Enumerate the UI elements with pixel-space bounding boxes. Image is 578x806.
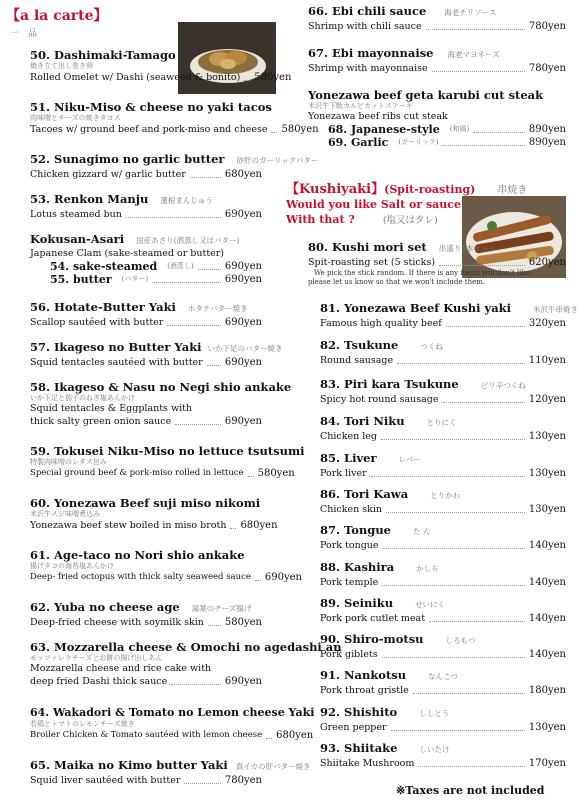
- price: 140yen: [528, 649, 566, 660]
- item-title: 85. Liver: [320, 451, 377, 465]
- price: 780yen: [528, 63, 566, 74]
- a-la-carte-header: 【a la carte】: [6, 8, 108, 24]
- price: 140yen: [528, 540, 566, 551]
- price: 680yen: [276, 730, 314, 741]
- kushiyaki-item-85: [320, 451, 566, 480]
- karubi-option-68: 68. Japanese-style (和風) 890yen: [328, 123, 566, 136]
- kushiyaki-question: Would you like Salt or sauce With that ? (塩又はタレ): [286, 198, 461, 226]
- menu-item-53: 53. Renkon Manju 蓮根まんじゅう Lotus steamed bun 690yen: [30, 192, 262, 220]
- item-description: Pork giblets: [320, 649, 378, 660]
- item-title: 84. Tori Niku: [320, 414, 405, 428]
- kushiyaki-item-88: [320, 560, 566, 589]
- price: 620yen: [528, 257, 566, 268]
- menu-item-50: 50. Dashimaki-Tamago 焼き立て出し巻き卵 Rolled Omelet w/ Dashi (seaweed & bonito) 580yen: [30, 48, 292, 83]
- menu-item-56: 56. Hotate-Butter Yaki ホタテバター焼き Scallop sautéed with butter 690yen: [30, 300, 262, 328]
- item-title: 87. Tongue: [320, 523, 391, 537]
- price: 890yen: [528, 137, 566, 148]
- kushiyaki-item-92: [320, 705, 566, 734]
- item-description: Pork pork cutlet meat: [320, 613, 426, 624]
- price: 580yen: [281, 124, 319, 135]
- price: 140yen: [528, 613, 566, 624]
- a-la-carte-subheader: 一 品: [10, 29, 38, 39]
- price: 690yen: [224, 274, 262, 285]
- menu-item-51: 51. Niku-Miso & cheese no yaki tacos 肉味噌とチーズの焼きタコス Tacoes w/ ground beef and pork-miso and cheese 580yen: [30, 100, 319, 135]
- item-jp-name: つくね: [420, 342, 443, 351]
- menu-item-karubi: Yonezawa beef geta karubi cut steak 米沢牛下駄カルビカットステーキ Yonezawa beef ribs cut steak 68. Japanese-style (和風) 890yen 69. Garlic (ガーリック) 890yen: [308, 88, 566, 149]
- item-title: 89. Seiniku: [320, 596, 394, 610]
- item-description: Pork throat gristle: [320, 685, 409, 696]
- price: 130yen: [528, 468, 566, 479]
- kushiyaki-item-84: [320, 414, 566, 443]
- menu-item-67: 67. Ebi mayonnaise 海老マヨネーズ Shrimp with mayonnaise 780yen: [308, 46, 566, 74]
- item-jp-name: レバー: [398, 455, 421, 464]
- item-description: Pork temple: [320, 577, 379, 588]
- item-title: 82. Tsukune: [320, 338, 399, 352]
- item-description: Shiitake Mushroom: [320, 758, 415, 769]
- item-description: Pork liver: [320, 468, 367, 479]
- asari-option-55: 55. butter (バター) 690yen: [50, 273, 262, 286]
- asari-option-54: 54. sake-steamed (酒蒸し) 690yen: [50, 260, 262, 273]
- price: 690yen: [224, 261, 262, 272]
- kushiyaki-item-90: [320, 632, 566, 661]
- menu-item-63: 63. Mozzarella cheese & Omochi no agedashi an モッツァレラチーズとお餅の揚げ出しあん Mozzarella cheese and rice cake with deep fried Dashi thick sauce 690yen: [30, 640, 342, 687]
- item-jp-name: とりにく: [426, 418, 457, 427]
- item-title: 93. Shiitake: [320, 741, 398, 755]
- price: 110yen: [528, 355, 566, 366]
- item-jp-name: た ん: [413, 527, 431, 536]
- price: 580yen: [257, 468, 295, 479]
- item-jp-name: ししとう: [419, 709, 450, 718]
- menu-item-80: 80. Kushi mori set 串盛り5本セット Spit-roasting set (5 sticks) 620yen We pick the stick random. If there is any items you don't like, please let us know so that we won't include them.: [308, 240, 566, 286]
- price: 680yen: [224, 169, 262, 180]
- price: 580yen: [224, 617, 262, 628]
- price: 690yen: [224, 416, 262, 427]
- item-jp-name: なんこつ: [428, 672, 458, 681]
- item-title: 92. Shishito: [320, 705, 398, 719]
- price: 780yen: [224, 775, 262, 786]
- menu-item-59: 59. Tokusei Niku-Miso no lettuce tsutsumi 特製肉味噌のレタス包み Special ground beef & pork-miso rolled in lettuce 580yen: [30, 444, 305, 479]
- price: 680yen: [240, 520, 278, 531]
- item-description: Chicken skin: [320, 504, 383, 515]
- price: 690yen: [224, 676, 262, 687]
- menu-item-61: 61. Age-taco no Nori shio ankake 揚げタコの海苔塩あんかけ Deep- fried octopus with thick salty seaweed sauce 690yen: [30, 548, 303, 583]
- item-description: Round sausage: [320, 355, 394, 366]
- item-jp-name: しいたけ: [419, 745, 450, 754]
- item-description: Chicken leg: [320, 431, 378, 442]
- price: 690yen: [264, 572, 303, 583]
- item-title: 91. Nankotsu: [320, 668, 407, 682]
- item-description: Spicy hot round sausage: [320, 394, 439, 405]
- kushiyaki-item-91: [320, 668, 566, 697]
- item-title: 88. Kashira: [320, 560, 395, 574]
- tax-note: ※Taxes are not included: [396, 784, 545, 797]
- price: 180yen: [528, 685, 566, 696]
- menu-item-52: 52. Sunagimo no garlic butter 砂肝のガーリックバター Chicken gizzard w/ garlic butter 680yen: [30, 152, 319, 180]
- price: 690yen: [224, 209, 262, 220]
- kushiyaki-header: 【Kushiyaki】(Spit-roasting) 串焼き: [286, 182, 528, 197]
- karubi-option-69: 69. Garlic (ガーリック) 890yen: [328, 136, 566, 149]
- price: 690yen: [224, 357, 262, 368]
- kushiyaki-item-89: [320, 596, 566, 625]
- item-jp-name: 米沢牛串焼き: [533, 305, 578, 314]
- kushiyaki-item-81: [320, 301, 578, 330]
- item-description: Famous high quality beef: [320, 318, 442, 329]
- menu-item-58: 58. Ikageso & Nasu no Negi shio ankake いか下足と茄子のねぎ塩あんかけ Squid tentacles & Eggplants with thick salty green onion sauce 690yen: [30, 380, 292, 427]
- item-jp-name: かしら: [416, 564, 439, 573]
- item-jp-name: しろもつ: [445, 636, 476, 645]
- price: 140yen: [528, 577, 566, 588]
- kushiyaki-item-83: [320, 377, 566, 406]
- item-title: 86. Tori Kawa: [320, 487, 409, 501]
- price: 780yen: [528, 21, 566, 32]
- menu-item-66: 66. Ebi chili sauce 海老チリソース Shrimp with chili sauce 780yen: [308, 4, 566, 32]
- item-jp-name: せいにく: [415, 600, 446, 609]
- kushiyaki-item-93: [320, 741, 566, 770]
- menu-item-kokusan-asari: Kokusan-Asari 国産あさり(酒蒸し又はバター) Japanese Clam (sake-steamed or butter) 54. sake-steamed (酒蒸し) 690yen 55. butter (バター) 690yen: [30, 232, 262, 286]
- price: 890yen: [528, 124, 566, 135]
- item-title: 81. Yonezawa Beef Kushi yaki: [320, 301, 511, 315]
- menu-item-60: 60. Yonezawa Beef suji miso nikomi 米沢牛スジ味噌煮込み Yonezawa beef stew boiled in miso broth 680yen: [30, 496, 278, 531]
- price: 320yen: [528, 318, 566, 329]
- item-title: 90. Shiro-motsu: [320, 632, 424, 646]
- item-title: 83. Piri kara Tsukune: [320, 377, 459, 391]
- item-jp-name: とりかわ: [430, 491, 461, 500]
- item-jp-name: ピリ辛つくね: [480, 381, 526, 390]
- menu-item-62: 62. Yuba no cheese age 湯葉のチーズ揚げ Deep-fried cheese with soymilk skin 580yen: [30, 600, 262, 628]
- price: 130yen: [528, 504, 566, 515]
- kushiyaki-item-86: [320, 487, 566, 516]
- price: 120yen: [528, 394, 566, 405]
- price: 130yen: [528, 722, 566, 733]
- menu-item-65: 65. Maika no Kimo butter Yaki 真イカの肝バター焼き Squid liver sautéed with butter 780yen: [30, 758, 311, 786]
- item-description: Pork tongue: [320, 540, 379, 551]
- menu-item-57: 57. Ikageso no Butter Yaki いか下足のバター焼き Squid tentacles sautéed with butter 690yen: [30, 340, 283, 368]
- kushiyaki-item-82: [320, 338, 566, 367]
- menu-item-64: 64. Wakadori & Tomato no Lemon cheese Yaki 若鶏とトマトのレモンチーズ焼き Broiler Chicken & Tomato sautéed with lemon cheese 680yen: [30, 706, 315, 741]
- item-description: Green pepper: [320, 722, 387, 733]
- price: 170yen: [528, 758, 566, 769]
- price: 580yen: [254, 72, 292, 83]
- kushiyaki-item-87: [320, 523, 566, 552]
- price: 690yen: [224, 317, 262, 328]
- price: 130yen: [528, 431, 566, 442]
